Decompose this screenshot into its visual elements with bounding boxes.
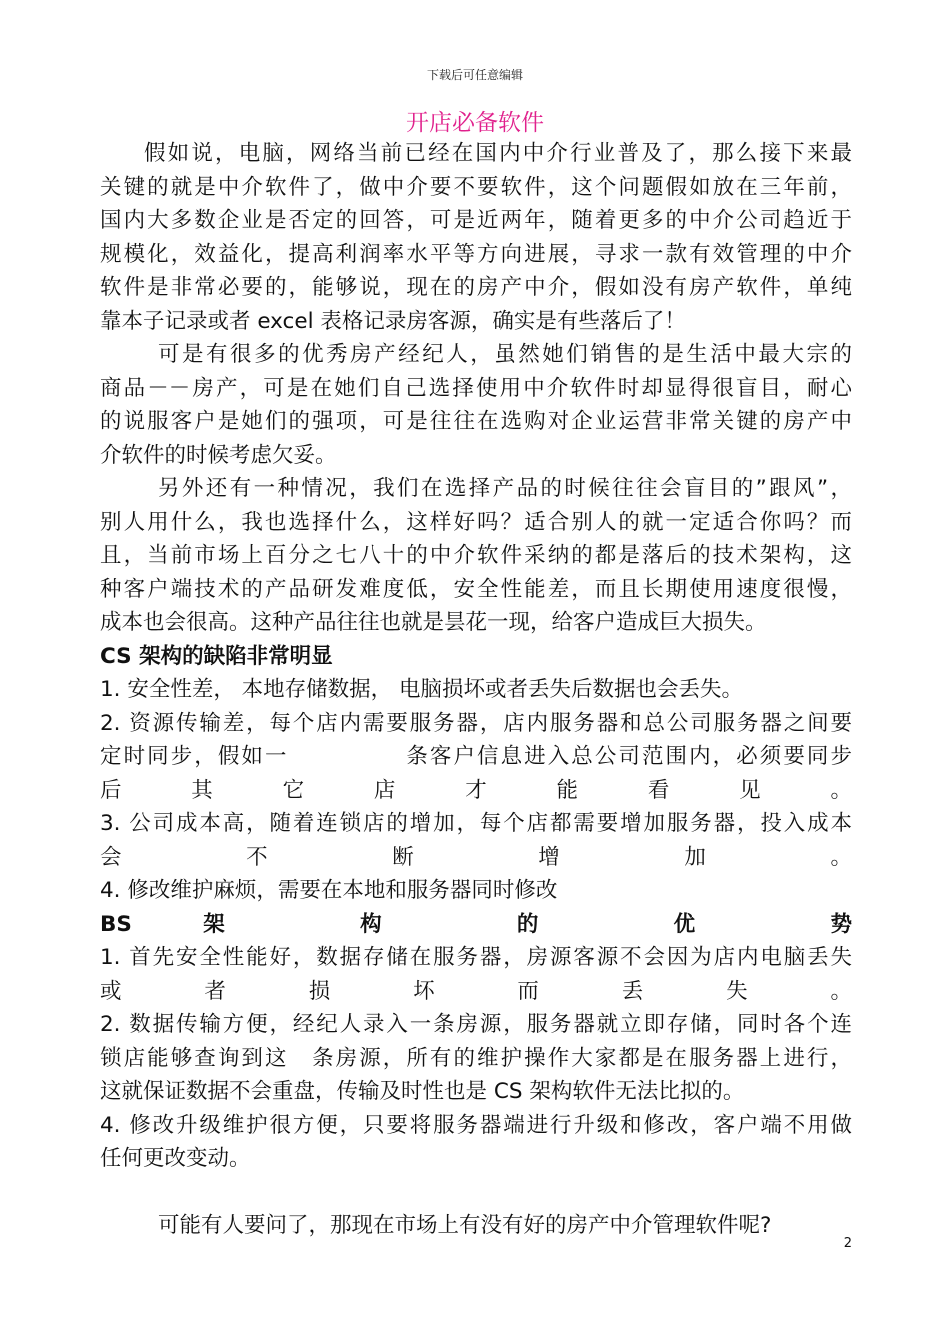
document-body — [100, 137, 852, 1242]
paragraph-line: 靠本子记录或者 excel 表格记录房客源，确实是有些落后了！ — [100, 308, 686, 334]
paragraph-line: 关键的就是中介软件了，做中介要不要软件，这个问题假如放在三年前， — [100, 174, 852, 200]
header-note: 下载后可任意编辑 — [426, 68, 523, 82]
page-title: 开店必备软件 — [406, 110, 544, 136]
section-heading-cs: CS 架构的缺陷非常明显 — [100, 643, 333, 669]
list-item-continuation: 锁店能够查询到这 条房源，所有的维护操作大家都是在服务器上进行， — [100, 1045, 852, 1071]
list-item: 2. 数据传输方便，经纪人录入一条房源，服务器就立即存储，同时各个连 — [100, 1012, 852, 1037]
paragraph-line: 且，当前市场上百分之七八十的中介软件采纳的都是落后的技术架构，这 — [100, 543, 852, 568]
list-item-continuation: 这就保证数据不会重盘，传输及时性也是 CS 架构软件无法比拟的。 — [100, 1079, 745, 1104]
paragraph-line: 规模化，效益化，提高利润率水平等方向进展，寻求一款有效管理的中介 — [100, 241, 852, 267]
paragraph-line: 介软件的时候考虑欠妥。 — [100, 442, 337, 468]
closing-line: 可能有人要问了，那现在市场上有没有好的房产中介管理软件呢? — [158, 1212, 772, 1238]
list-item-continuation: 会 不 断 增 加 。 — [100, 844, 852, 870]
paragraph-line: 另外还有一种情况，我们在选择产品的时候往往会盲目的”跟风”， — [158, 476, 852, 501]
page-number: 2 — [843, 1236, 852, 1251]
list-item-continuation: 任何更改变动。 — [100, 1146, 251, 1171]
paragraph-line: 假如说，电脑，网络当前已经在国内中介行业普及了，那么接下来最 — [144, 141, 852, 166]
paragraph-line: 别人用什么，我也选择什么，这样好吗？适合别人的就一定适合你吗？而 — [100, 509, 852, 535]
paragraph-line: 软件是非常必要的，能够说，现在的房产中介，假如没有房产软件，单纯 — [100, 275, 852, 300]
list-item-continuation: 或 者 损 坏 而 丢 失 。 — [100, 978, 852, 1004]
list-item: 3. 公司成本高，随着连锁店的增加，每个店都需要增加服务器，投入成本 — [100, 811, 852, 836]
list-item: 1. 首先安全性能好，数据存储在服务器，房源客源不会因为店内电脑丢失 — [100, 945, 852, 970]
paragraph-line: 商品－－房产，可是在她们自己选择使用中介软件时却显得很盲目，耐心 — [100, 375, 852, 401]
list-item: 1. 安全性差， 本地存储数据， 电脑损坏或者丢失后数据也会丢失。 — [100, 677, 744, 702]
section-heading-bs: BS 架 构 的 优 势 — [100, 911, 852, 937]
paragraph-line: 可是有很多的优秀房产经纪人，虽然她们销售的是生活中最大宗的 — [158, 342, 852, 367]
list-item: 4. 修改维护麻烦，需要在本地和服务器同时修改 — [100, 878, 558, 903]
paragraph-line: 的说服客户是她们的强项，可是往往在选购对企业运营非常关键的房产中 — [100, 409, 852, 434]
list-item: 4. 修改升级维护很方便，只要将服务器端进行升级和修改，客户端不用做 — [100, 1112, 852, 1138]
paragraph-line: 种客户端技术的产品研发难度低，安全性能差，而且长期使用速度很慢， — [100, 576, 852, 602]
list-item-continuation: 后 其 它 店 才 能 看 见 。 — [100, 777, 852, 803]
list-item-continuation: 定时同步，假如一 条客户信息进入总公司范围内，必须要同步 — [100, 744, 852, 769]
blank-line — [100, 1176, 852, 1209]
list-item: 2. 资源传输差，每个店内需要服务器，店内服务器和总公司服务器之间要 — [100, 710, 852, 736]
paragraph-line: 成本也会很高。这种产品往往也就是昙花一现，给客户造成巨大损失。 — [100, 610, 767, 635]
paragraph-line: 国内大多数企业是否定的回答，可是近两年，随着更多的中介公司趋近于 — [100, 208, 852, 233]
